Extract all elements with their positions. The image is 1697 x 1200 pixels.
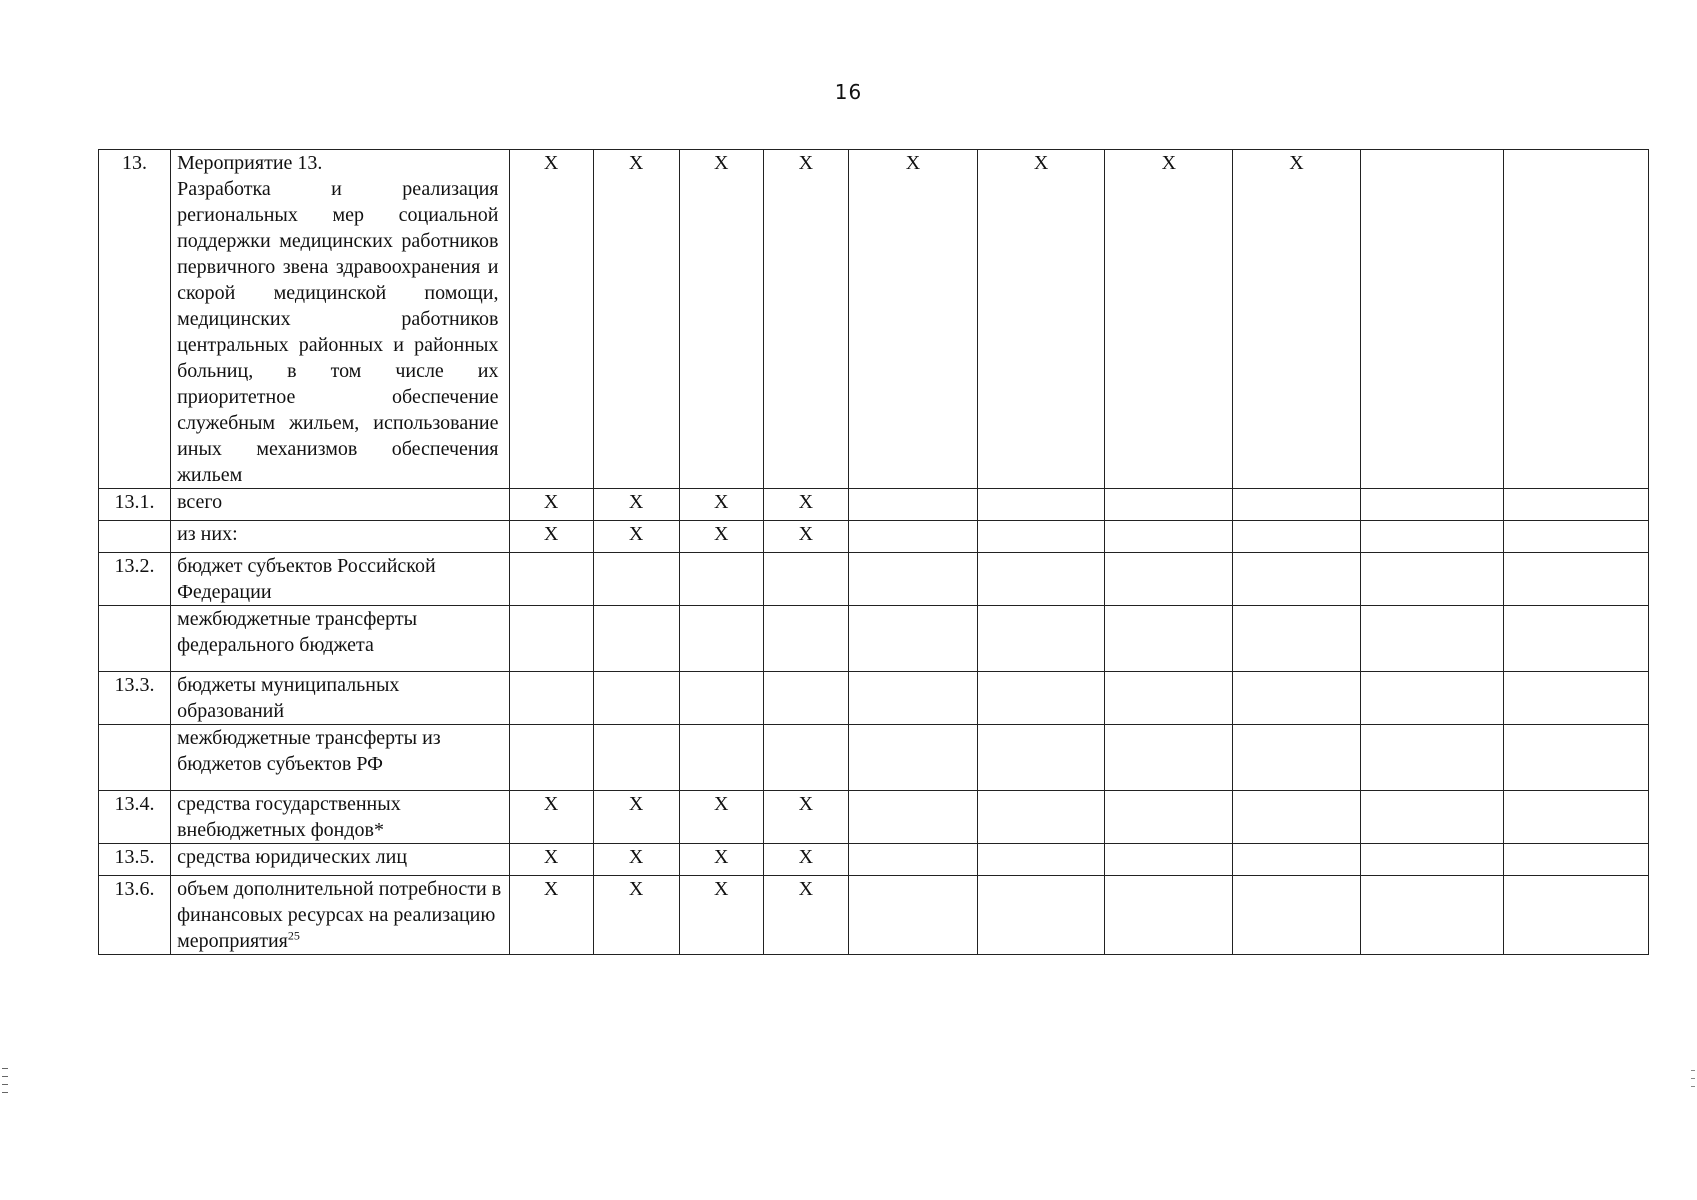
mark-cell xyxy=(1503,489,1648,521)
mark-cell: X xyxy=(763,150,848,489)
mark-cell xyxy=(1105,844,1233,876)
mark-cell: X xyxy=(509,150,593,489)
scan-margin-mark xyxy=(2,1076,8,1077)
mark-cell: X xyxy=(763,876,848,955)
row-number: 13.2. xyxy=(99,553,171,606)
table-row xyxy=(99,876,1649,955)
mark-cell: X xyxy=(679,876,763,955)
mark-cell xyxy=(978,606,1105,672)
row-description: средства государственных внебюджетных фондов* xyxy=(171,791,509,844)
row-number: 13.3. xyxy=(99,672,171,725)
footnote-ref: 25 xyxy=(287,928,300,943)
scan-margin-mark xyxy=(2,1084,8,1085)
mark-cell xyxy=(1105,521,1233,553)
mark-cell: X xyxy=(593,791,679,844)
mark-cell xyxy=(978,876,1105,955)
scan-margin-mark xyxy=(1691,1078,1695,1079)
mark-cell xyxy=(1360,489,1503,521)
table-row xyxy=(99,791,1649,844)
activity-description: Разработка и реализация региональных мер социальной поддержки медицинских работников первичного звена здравоохранения и скорой медицинской помощи, медицинских работников центральных районных и районных больниц, в том числе их приоритетное обеспечение служебным жильем, использование иных механизмов обеспечения жильем xyxy=(177,178,499,486)
mark-cell xyxy=(763,672,848,725)
mark-cell xyxy=(1503,672,1648,725)
table-row xyxy=(99,489,1649,521)
mark-cell xyxy=(679,553,763,606)
mark-cell xyxy=(848,791,977,844)
mark-cell xyxy=(1233,489,1360,521)
mark-cell xyxy=(848,725,977,791)
mark-cell xyxy=(593,725,679,791)
mark-cell xyxy=(1360,150,1503,489)
mark-cell xyxy=(1503,844,1648,876)
mark-cell xyxy=(978,489,1105,521)
row-description: всего xyxy=(171,489,509,521)
table-row xyxy=(99,844,1649,876)
mark-cell xyxy=(1233,606,1360,672)
mark-cell: X xyxy=(1105,150,1233,489)
mark-cell: X xyxy=(509,521,593,553)
table-row xyxy=(99,725,1649,791)
mark-cell xyxy=(593,553,679,606)
mark-cell: X xyxy=(1233,150,1360,489)
mark-cell xyxy=(1233,876,1360,955)
row-description: бюджеты муниципальных образований xyxy=(171,672,509,725)
mark-cell xyxy=(509,672,593,725)
mark-cell xyxy=(1360,606,1503,672)
row-description: из них: xyxy=(171,521,509,553)
mark-cell: X xyxy=(679,844,763,876)
mark-cell xyxy=(1503,876,1648,955)
row-number: 13.4. xyxy=(99,791,171,844)
mark-cell xyxy=(848,489,977,521)
mark-cell xyxy=(509,553,593,606)
mark-cell xyxy=(1233,553,1360,606)
mark-cell: X xyxy=(763,489,848,521)
mark-cell xyxy=(1105,553,1233,606)
mark-cell xyxy=(1105,672,1233,725)
row-description: средства юридических лиц xyxy=(171,844,509,876)
mark-cell xyxy=(679,672,763,725)
mark-cell xyxy=(848,672,977,725)
mark-cell xyxy=(1503,725,1648,791)
mark-cell: X xyxy=(509,876,593,955)
mark-cell: X xyxy=(679,150,763,489)
mark-cell: X xyxy=(593,150,679,489)
mark-cell xyxy=(1105,725,1233,791)
table-row xyxy=(99,150,1649,489)
mark-cell xyxy=(978,844,1105,876)
row-description: межбюджетные трансферты из бюджетов субъектов РФ xyxy=(171,725,509,791)
table-row xyxy=(99,521,1649,553)
mark-cell xyxy=(763,553,848,606)
mark-cell: X xyxy=(593,489,679,521)
mark-cell xyxy=(1360,791,1503,844)
mark-cell xyxy=(509,606,593,672)
mark-cell xyxy=(978,725,1105,791)
mark-cell xyxy=(1233,521,1360,553)
row-number: 13.6. xyxy=(99,876,171,955)
mark-cell xyxy=(848,553,977,606)
row-number xyxy=(99,725,171,791)
mark-cell xyxy=(1105,489,1233,521)
table-row xyxy=(99,606,1649,672)
mark-cell: X xyxy=(848,150,977,489)
mark-cell xyxy=(1503,553,1648,606)
mark-cell xyxy=(509,725,593,791)
mark-cell xyxy=(1503,791,1648,844)
mark-cell xyxy=(1360,521,1503,553)
mark-cell xyxy=(978,672,1105,725)
mark-cell xyxy=(1503,150,1648,489)
mark-cell xyxy=(848,606,977,672)
mark-cell: X xyxy=(763,844,848,876)
row-number: 13. xyxy=(99,150,171,489)
row-number xyxy=(99,606,171,672)
mark-cell: X xyxy=(509,844,593,876)
mark-cell xyxy=(978,553,1105,606)
mark-cell xyxy=(1360,725,1503,791)
mark-cell xyxy=(1360,844,1503,876)
mark-cell: X xyxy=(763,791,848,844)
mark-cell xyxy=(679,606,763,672)
mark-cell xyxy=(763,606,848,672)
mark-cell: X xyxy=(593,521,679,553)
mark-cell xyxy=(1360,876,1503,955)
activity-title: Мероприятие 13. xyxy=(177,152,323,174)
mark-cell: X xyxy=(763,521,848,553)
scan-margin-mark xyxy=(2,1092,8,1093)
mark-cell xyxy=(1360,672,1503,725)
mark-cell xyxy=(848,876,977,955)
mark-cell xyxy=(1360,553,1503,606)
mark-cell xyxy=(593,672,679,725)
row-description: межбюджетные трансферты федерального бюджета xyxy=(171,606,509,672)
table-row xyxy=(99,553,1649,606)
mark-cell: X xyxy=(509,489,593,521)
row-number: 13.1. xyxy=(99,489,171,521)
mark-cell: X xyxy=(509,791,593,844)
scan-margin-mark xyxy=(1691,1070,1695,1071)
mark-cell xyxy=(1233,672,1360,725)
mark-cell xyxy=(1233,725,1360,791)
row-description xyxy=(171,150,509,489)
mark-cell xyxy=(1105,876,1233,955)
mark-cell: X xyxy=(593,876,679,955)
mark-cell xyxy=(1503,521,1648,553)
row-number xyxy=(99,521,171,553)
mark-cell xyxy=(679,725,763,791)
mark-cell xyxy=(763,725,848,791)
mark-cell xyxy=(1233,791,1360,844)
row-description xyxy=(171,876,509,955)
budget-table xyxy=(98,149,1649,955)
mark-cell xyxy=(1503,606,1648,672)
mark-cell xyxy=(1233,844,1360,876)
mark-cell xyxy=(593,606,679,672)
mark-cell xyxy=(848,844,977,876)
mark-cell xyxy=(848,521,977,553)
mark-cell: X xyxy=(978,150,1105,489)
page-number: 16 xyxy=(834,80,863,104)
mark-cell xyxy=(978,521,1105,553)
mark-cell xyxy=(1105,791,1233,844)
mark-cell: X xyxy=(593,844,679,876)
mark-cell xyxy=(978,791,1105,844)
mark-cell: X xyxy=(679,791,763,844)
scan-margin-mark xyxy=(2,1068,8,1069)
scan-margin-mark xyxy=(1691,1086,1695,1087)
row-number: 13.5. xyxy=(99,844,171,876)
table-row xyxy=(99,672,1649,725)
mark-cell: X xyxy=(679,521,763,553)
mark-cell xyxy=(1105,606,1233,672)
row-description: бюджет субъектов Российской Федерации xyxy=(171,553,509,606)
mark-cell: X xyxy=(679,489,763,521)
row-description-text: объем дополнительной потребности в финансовых ресурсах на реализацию мероприятия xyxy=(177,878,502,952)
